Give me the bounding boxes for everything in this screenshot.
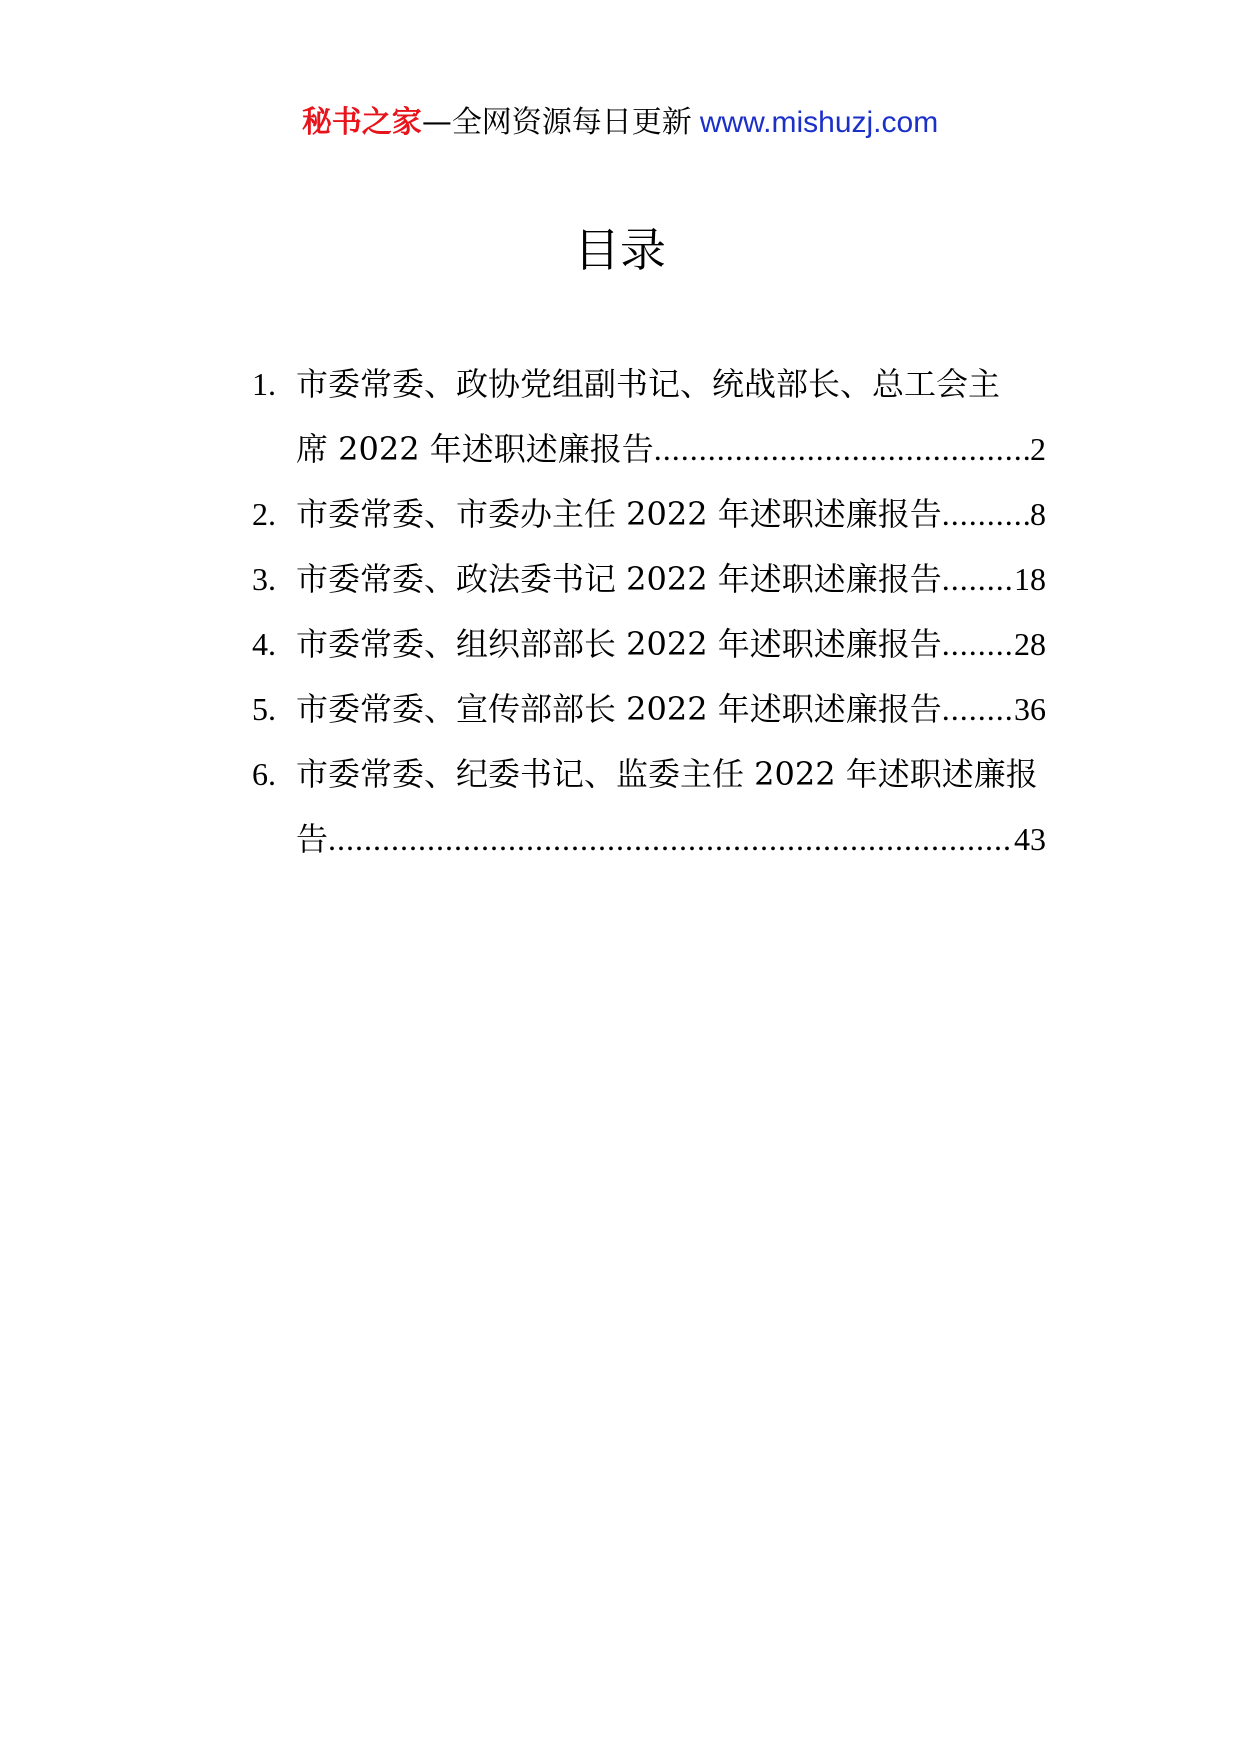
toc-page-number: 18 (1014, 561, 1046, 597)
page-title: 目录 (574, 223, 666, 277)
toc-page-number: 8 (1030, 496, 1046, 532)
toc-entry-number: 3. (252, 561, 276, 597)
toc-entry-leader-line (296, 612, 1046, 677)
toc-entry-text (296, 612, 1046, 677)
toc-entry-text (296, 677, 1046, 742)
toc-dot-leader (654, 417, 1030, 482)
toc-entry-text (296, 352, 1046, 482)
toc-entry-number: 6. (252, 756, 276, 792)
toc-page-number: 28 (1014, 626, 1046, 662)
toc-dot-leader (942, 677, 1014, 742)
toc-entry-leader-line (296, 417, 1046, 482)
toc-entry-6[interactable] (252, 742, 1046, 872)
site-url-link[interactable]: www.mishuzj.com (699, 106, 939, 139)
toc-dot-leader (942, 482, 1030, 547)
toc-entry-text (296, 482, 1046, 547)
site-banner (0, 103, 1240, 143)
toc-entry-1[interactable] (252, 352, 1046, 482)
toc-entry-number: 1. (252, 366, 276, 402)
toc-page-number: 2 (1030, 431, 1046, 467)
toc-entry-leader-line (296, 677, 1046, 742)
toc-entry-title-line: 市委常委、纪委书记、监委主任 2022 年述职述廉报 (296, 755, 1038, 793)
toc-page-number: 43 (1014, 821, 1046, 857)
toc-entry-text (296, 547, 1046, 612)
toc-entry-leader-line (296, 482, 1046, 547)
toc-entry-leader-line (296, 807, 1046, 872)
toc-entry-title-end: 告 (296, 820, 329, 858)
toc-entry-4[interactable] (252, 612, 1046, 677)
toc-dot-leader (942, 612, 1014, 677)
toc-entry-3[interactable] (252, 547, 1046, 612)
toc-entry-title-line: 市委常委、政协党组副书记、统战部长、总工会主 (296, 365, 1001, 403)
brand-name: 秘书之家 (301, 105, 422, 140)
toc-entry-2[interactable] (252, 482, 1046, 547)
toc-entry-number: 4. (252, 626, 276, 662)
toc-entry-title: 市委常委、政法委书记 2022 年述职述廉报告 (296, 560, 942, 598)
toc-entry-text (296, 742, 1046, 872)
toc-page-number: 36 (1014, 691, 1046, 727)
toc-entry-number: 5. (252, 691, 276, 727)
table-of-contents (252, 352, 1046, 872)
toc-entry-leader-line (296, 547, 1046, 612)
toc-entry-5[interactable] (252, 677, 1046, 742)
toc-entry-title: 市委常委、市委办主任 2022 年述职述廉报告 (296, 495, 942, 533)
toc-dot-leader (942, 547, 1014, 612)
banner-slogan: —全网资源每日更新 (421, 105, 692, 140)
toc-entry-title: 市委常委、宣传部部长 2022 年述职述廉报告 (296, 690, 942, 728)
toc-entry-title-end: 席 2022 年述职述廉报告 (296, 430, 654, 468)
toc-entry-title: 市委常委、组织部部长 2022 年述职述廉报告 (296, 625, 942, 663)
toc-entry-number: 2. (252, 496, 276, 532)
toc-dot-leader (328, 807, 1014, 872)
